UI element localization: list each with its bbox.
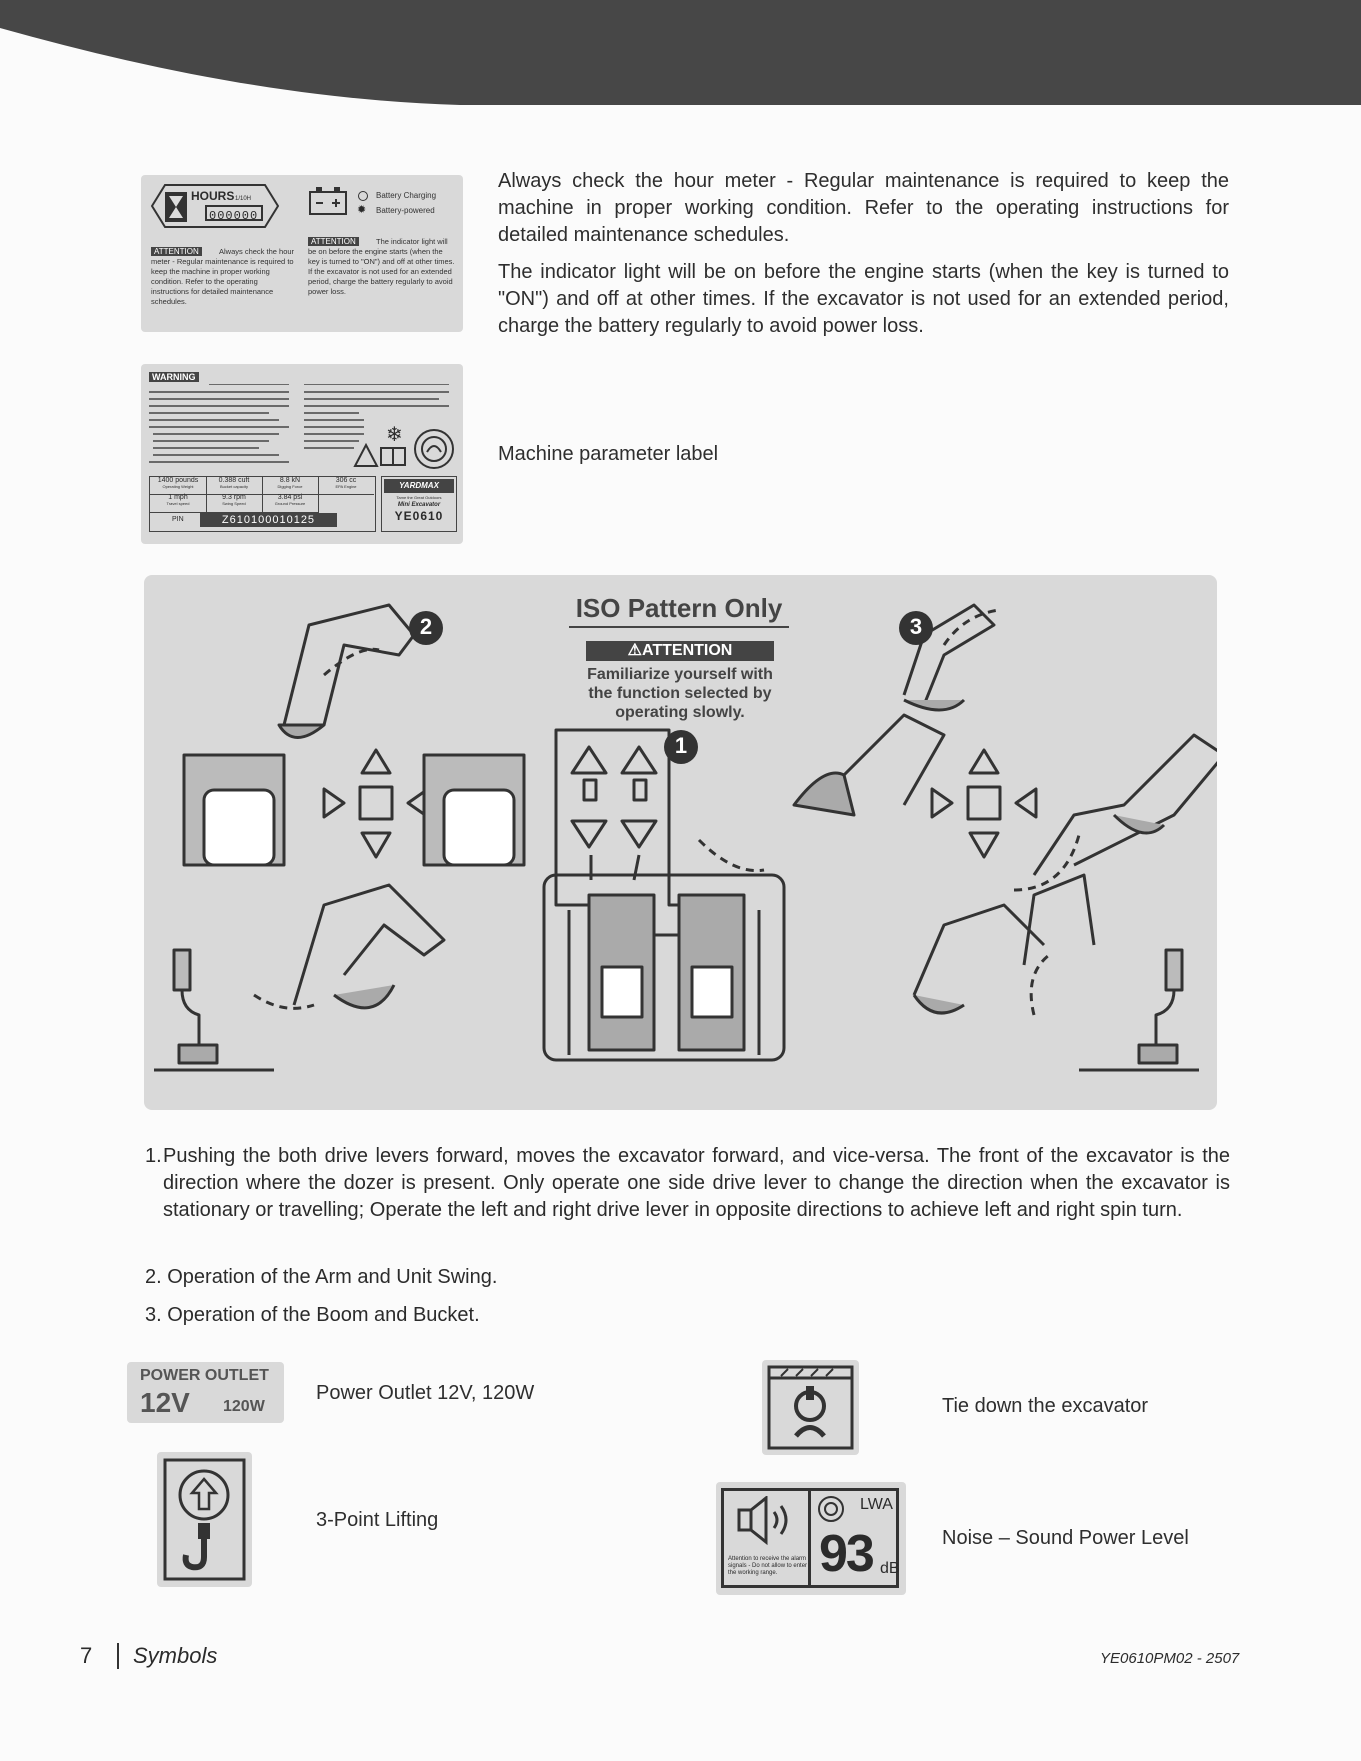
battery-charging-text: Battery Charging [376,191,437,200]
spec-cell [206,477,263,495]
spec-label: EPA Engine [335,484,357,489]
noise-symbol [716,1482,906,1595]
section-name: Symbols [133,1643,218,1668]
model-type: Mini Excavator [397,502,441,508]
iso-attention-text: ATTENTION [641,642,733,659]
epa-seal-icon [413,428,455,470]
snowflake-icon: ❄ [386,424,403,446]
spec-value: 306 cc [335,477,357,484]
spec-table [149,476,376,532]
marker-2: 2 [419,614,433,639]
spec-value: 1400 pounds [157,477,199,484]
hour-label-left-text: Always check the hour meter - Regular maintenance is required to keep the machine in proper working condition. Refer to the operating instructions for detailed maintenance schedules. [151,247,295,306]
list-number: 3. [145,1304,162,1326]
tiedown-desc: Tie down the excavator [942,1395,1149,1417]
hour-meter-paragraph: Always check the hour meter - Regular maintenance is required to keep the machine in proper working condition. Refer to the operating instructions for detailed maintenance schedules. [498,170,1229,246]
power-outlet-desc: Power Outlet 12V, 120W [316,1382,535,1404]
noise-divider [808,1488,811,1588]
charging-dot [358,191,368,201]
brand-tagline: Tame the Great Outdoors [396,495,442,500]
hours-reading: 000000 [209,209,259,223]
list-number: 2. [145,1266,162,1288]
iso-diagram-art [144,575,1217,1110]
spec-value: 0.388 cuft [218,477,250,484]
machine-param-caption: Machine parameter label [498,443,719,465]
spec-cell [318,477,374,495]
battery-icon [308,186,350,216]
header-banner [0,0,1361,110]
spec-cell [262,477,319,495]
spec-cell [150,477,207,495]
lifting-desc: 3-Point Lifting [316,1509,439,1531]
spec-label: Operating Weight [162,484,194,489]
spec-cell [262,494,319,513]
power-outlet-volts: 12V [140,1387,190,1418]
noise-lwa: LWA [860,1496,893,1513]
pin-value: Z610100010125 [200,513,337,527]
noise-attention-text: Attention to receive the alarm signals - Do not allow to enter the working range. [728,1556,808,1576]
list-item [145,1302,480,1329]
iso-pattern-diagram [144,575,1217,1110]
noise-unit: dB [880,1560,900,1577]
ear-protection-icon [816,1494,846,1524]
power-outlet-symbol [127,1362,284,1423]
noise-value: 93 [819,1525,873,1583]
spec-value: 1 mph [168,494,188,501]
doc-code: YE0610PM02 - 2507 [1100,1650,1240,1667]
hours-rate: 1/10H [235,196,252,202]
battery-powered-text: Battery-powered [376,206,435,215]
attention-badge-right: ATTENTION [308,237,359,246]
hour-label-right-text: The indicator light will be on before the engine starts (when the key is turned to "ON") and off at other times. If the excavator is not used for an extended period, charge the battery regularly to avoid power loss. [308,237,455,296]
spec-value: 9.3 rpm [222,494,246,501]
pin-label: PIN [172,516,184,523]
list-text: Pushing the both drive levers forward, moves the excavator forward, and vice-versa. The front of the excavator is the direction where the dozer is present. Only operate one side drive lever to change the direction when the excavator is stationary or travelling; Operate the left and right drive lever in opposite directions to achieve left and right spin turn. [163,1145,1230,1221]
spec-label: Travel speed [166,501,190,506]
model-number: YE0610 [394,509,444,523]
attention-badge-left: ATTENTION [151,247,202,256]
marker-3: 3 [909,614,923,639]
iso-title: ISO Pattern Only [569,593,789,628]
warning-badge: WARNING [149,372,199,382]
hour-meter-label [141,175,463,332]
warning-triangle-icon: ⚠ [627,642,642,659]
indicator-paragraph: The indicator light will be on before the engine starts (when the key is turned to "ON") and off at other times. If the excavator is not used for an extended period, charge the battery regularly to avoid power loss. [498,261,1229,337]
spec-cell [206,494,263,513]
lifting-hook-icon [162,1457,247,1582]
spec-value: 3.84 psi [277,494,303,501]
power-outlet-watts: 120W [223,1398,265,1415]
machine-parameter-label [141,364,463,544]
marker-1: 1 [674,733,688,758]
spec-label: Bucket capacity [219,484,248,489]
spec-label: Ground Pressure [274,501,306,506]
lifting-symbol [157,1452,252,1587]
hours-text: HOURS [191,189,235,203]
power-outlet-title: POWER OUTLET [140,1367,269,1384]
list-text: Operation of the Arm and Unit Swing. [167,1266,498,1288]
iso-message: Familiarize yourself with the function selected by operating slowly. [587,666,773,721]
footer-divider [117,1643,119,1669]
spec-cell [150,494,207,513]
list-item [145,1143,1230,1224]
sun-icon: ✹ [357,204,367,216]
tiedown-icon [766,1364,855,1451]
spec-value: 8.8 kN [279,477,301,484]
speaker-icon [734,1496,804,1546]
list-text: Operation of the Boom and Bucket. [167,1304,480,1326]
page-number: 7 [80,1643,93,1668]
noise-desc: Noise – Sound Power Level [942,1527,1189,1549]
manual-icon [353,443,408,469]
list-number: 1. [145,1145,162,1167]
list-item [145,1264,497,1291]
brand-logo: YARDMAX [384,479,454,493]
spec-label: Swing Speed [222,501,246,506]
tiedown-symbol [762,1360,859,1455]
brand-block [381,476,457,532]
spec-label: Digging Force [277,484,303,489]
